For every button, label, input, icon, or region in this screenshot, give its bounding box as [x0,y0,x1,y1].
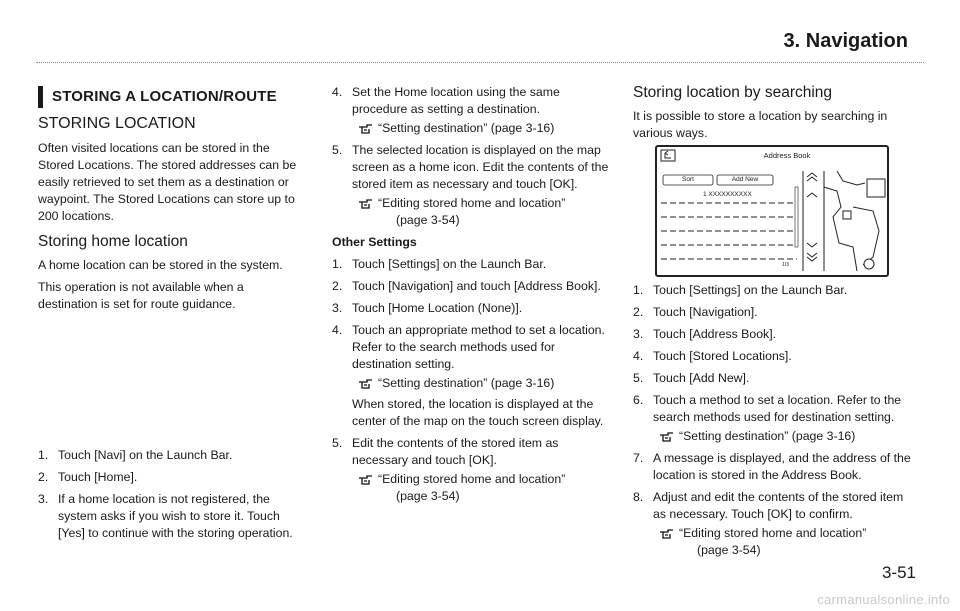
add-new-label[interactable]: Add New [731,176,759,183]
list-item: 8. Adjust and edit the contents of the stored item as necessary. Touch [OK] to confirm. “Editing stored home and location” (page 3-54) [633,489,913,559]
section-title: STORING A LOCATION/ROUTE [38,88,300,105]
pointing-hand-icon [358,121,374,135]
left-column [38,88,300,318]
reference[interactable]: “Editing stored home and location” (page 3-54) [653,525,913,559]
list-item: 2. Touch [Navigation] and touch [Address Book]. [332,279,601,293]
list-item: 1. Touch [Settings] on the Launch Bar. [633,283,848,297]
list-item: 3. If a home location is not registered, the system asks if you wish to store it. Touch [Yes] to continue with the storing operation. [38,492,293,540]
reference[interactable]: “Setting destination” (page 3-16) [352,375,612,392]
map-road [853,207,879,265]
map-location-icon [843,211,851,219]
list-item: 3. Touch [Address Book]. [633,327,777,341]
list-item: 4. Set the Home location using the same procedure as setting a destination. “Setting destination” (page 3-16) [332,84,612,137]
heading-search: Storing location by searching [633,84,833,101]
list-item: 4. Touch an appropriate method to set a location. Refer to the search methods used for destination setting. “Setting destination” (page 3-16) When stored, the location is displayed at the center of the map on the touch screen display. [332,322,612,430]
list-item: 3. Touch [Home Location (None)]. [332,301,523,315]
list-item: 7. A message is displayed, and the address of the location is stored in the Address Book. [633,451,911,482]
left-steps [38,447,300,547]
middle-column [332,84,612,510]
sort-label[interactable]: Sort [682,176,694,183]
pointing-hand-icon [358,376,374,390]
list-item: 4. Touch [Stored Locations]. [633,349,792,363]
intro-paragraph: Often visited locations can be stored in the Stored Locations. The stored addresses can be easily retrieved to set them as a destination or waypoint. The Stored Locations can store up to 200 locations. [38,141,297,223]
stored-note: When stored, the location is displayed at the center of the map on the touch screen display. [352,397,604,428]
reference[interactable]: “Editing stored home and location” (page 3-54) [352,471,612,505]
map-block [867,179,885,197]
list-item: 5. Edit the contents of the stored item as necessary and touch [OK]. “Editing stored home and location” (page 3-54) [332,435,612,505]
scroll-up-icon [807,193,817,197]
right-steps [633,282,913,564]
list-item: 1. Touch [Settings] on the Launch Bar. [332,257,547,271]
screen-title: Address Book [763,151,811,160]
address-book-screen [655,145,889,277]
pointing-hand-icon [659,526,675,540]
list-item: 2. Touch [Navigation]. [633,305,758,319]
map-road [824,187,857,271]
pointing-hand-icon [358,472,374,486]
list-item: 6. Touch a method to set a location. Refer to the search methods used for destination setting. “Setting destination” (page 3-16) [633,392,913,445]
list-item: 1. Touch [Navi] on the Launch Bar. [38,448,233,462]
right-column [633,84,913,147]
heading-home-location: Storing home location [38,233,188,250]
search-paragraph: It is possible to store a location by searching in various ways. [633,109,888,140]
chapter-title: 3. Navigation [783,30,908,52]
home-paragraph-1: A home location can be stored in the system. [38,258,283,272]
header-divider [36,62,924,63]
list-item: 2. Touch [Home]. [38,470,138,484]
list-item: 5. Touch [Add New]. [633,371,750,385]
heading-storing-location: STORING LOCATION [38,115,196,132]
scroll-down-icon [807,243,817,247]
map-road [837,171,865,185]
reference[interactable]: “Setting destination” (page 3-16) [653,428,913,445]
scrollbar [795,187,798,247]
list-item: 5. The selected location is displayed on the map screen as a home icon. Edit the contents of the stored item as necessary and touch [OK]. “Editing stored home and location” (page 3-54) [332,142,612,229]
other-settings-title: Other Settings [332,235,417,249]
page-number: 3-51 [881,563,916,582]
pointing-hand-icon [358,196,374,210]
section-bar [38,86,43,108]
watermark: carmanualsonline.info [817,592,950,607]
reference[interactable]: “Editing stored home and location” (page 3-54) [352,195,612,229]
address-entry[interactable]: 1 XXXXXXXXXX [703,191,752,198]
page-indicator: 1/3 [782,262,789,268]
pointing-hand-icon [659,429,675,443]
map-compass-icon [864,259,874,269]
page-down-icon [807,253,817,261]
page-up-icon [807,173,817,181]
home-paragraph-2: This operation is not available when a destination is set for route guidance. [38,280,244,311]
reference[interactable]: “Setting destination” (page 3-16) [352,120,612,137]
screen-drawing [657,147,887,275]
